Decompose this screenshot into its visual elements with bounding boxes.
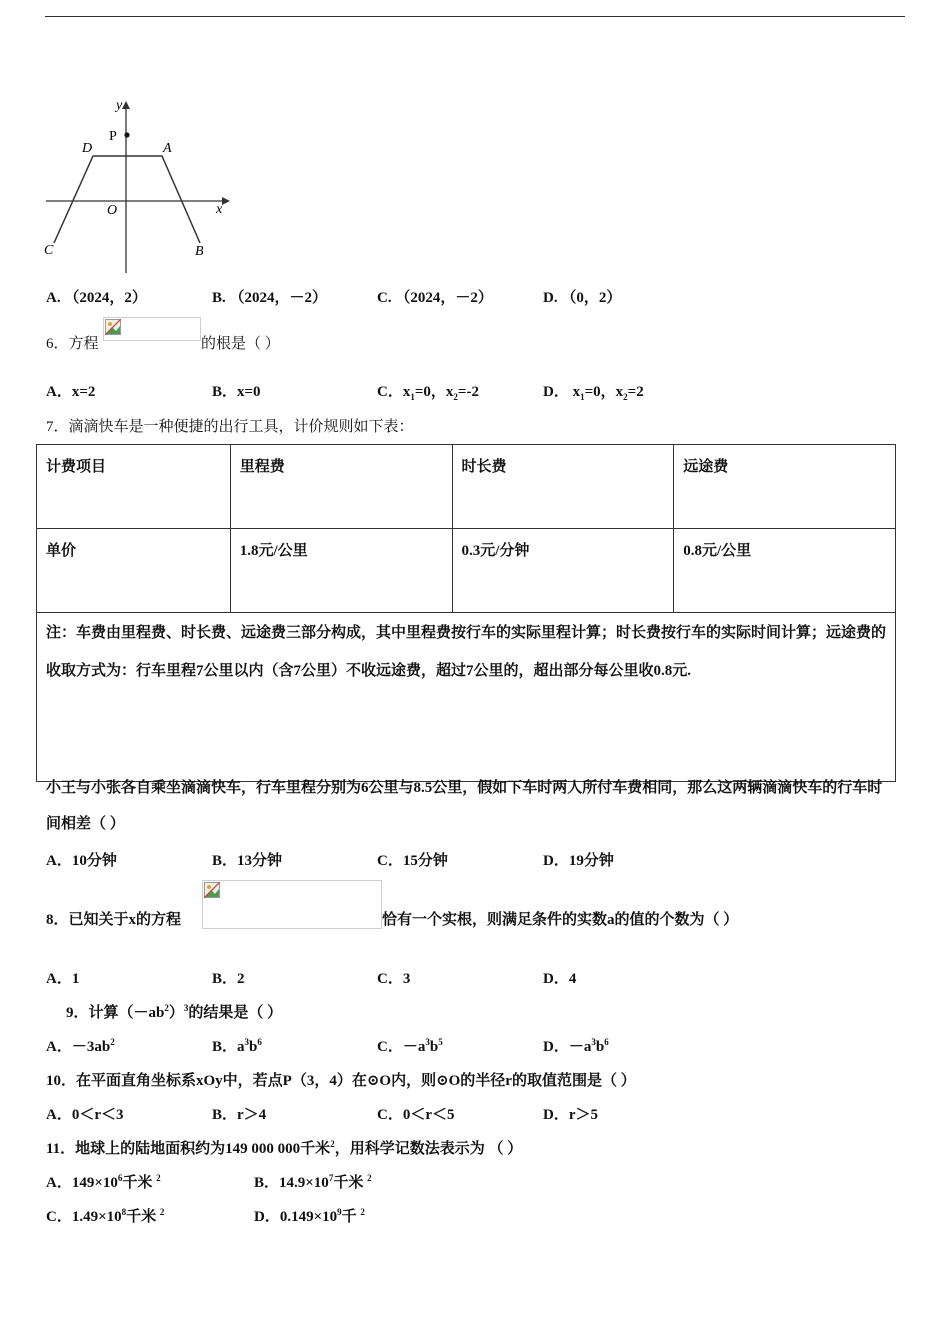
x-axis-arrow — [222, 197, 230, 205]
q6-equation-image — [103, 317, 201, 341]
q6-option-a: A．x=2 — [46, 384, 96, 400]
q10-option-a: A．0＜r＜3 — [46, 1107, 124, 1123]
origin-label: O — [107, 203, 118, 218]
table-cell-long-distance-price: 0.8元/公里 — [674, 529, 896, 613]
q9-option-c: C．$-a^3b^5$ — [377, 1037, 443, 1055]
table-header-mileage: 里程费 — [230, 445, 452, 529]
q5-option-d: D. （0，2） — [543, 290, 622, 306]
q11-option-c: C．$1.49\times 10^8$千米 $^2$ — [46, 1207, 165, 1225]
q10-option-b: B．r＞4 — [212, 1107, 267, 1123]
broken-image-icon — [204, 882, 220, 898]
q11-option-b: B．$14.9\times 10^7$千米 $^2$ — [254, 1173, 372, 1191]
q9-option-d: D．$-a^3b^6$ — [543, 1037, 609, 1055]
trapezoid-sides — [54, 156, 200, 243]
q5-option-c: C. （2024，－2） — [377, 290, 493, 306]
q8-equation-image — [202, 880, 382, 929]
table-cell-unit-price: 单价 — [37, 529, 231, 613]
table-header-item: 计费项目 — [37, 445, 231, 529]
q6-suffix: 的根是（ ） — [201, 336, 280, 352]
y-axis-label: y — [116, 98, 123, 113]
q9-option-b: B．$a^3b^6$ — [212, 1037, 262, 1055]
q7-option-a: A．10分钟 — [46, 853, 117, 869]
page-header-rule — [45, 16, 905, 17]
broken-image-icon — [105, 319, 121, 335]
q9-option-a: A．$-3ab^2$ — [46, 1037, 115, 1055]
x-axis-label: x — [216, 202, 223, 217]
table-header-long-distance: 远途费 — [674, 445, 896, 529]
table-note: 注：车费由里程费、时长费、远途费三部分构成，其中里程费按行车的实际里程计算；时长费按行车的实际时间计算；远途费的收取方式为：行车里程7公里以内（含7公里）不收远途费，超过7公里的，超出部分每公里收0.8元. — [37, 613, 896, 782]
point-p-dot — [124, 132, 129, 137]
q7-option-b: B．13分钟 — [212, 853, 283, 869]
q6-option-c: C．$x_1=0$，$x_2=-2$ — [377, 384, 479, 402]
q11-option-a: A．$149\times 10^6$千米 $^2$ — [46, 1173, 161, 1191]
q11-question: 11．地球上的陆地面积约为149 000 000千米$^2$，用科学记数法表示为 （ ） — [46, 1139, 523, 1157]
q7-option-c: C．15分钟 — [377, 853, 448, 869]
table-cell-mileage-price: 1.8元/公里 — [230, 529, 452, 613]
table-cell-duration-price: 0.3元/分钟 — [452, 529, 674, 613]
q11-option-d: D．$0.149\times 10^9$千 $^2$ — [254, 1207, 365, 1225]
q7-question: 小王与小张各自乘坐滴滴快车，行车里程分别为6公里与8.5公里，假如下车时两人所付车费相同，那么这两辆滴滴快车的行车时间相差（ ） — [46, 780, 883, 832]
q7-intro: 7．滴滴快车是一种便捷的出行工具，计价规则如下表： — [46, 419, 414, 435]
q5-option-a: A. （2024，2） — [46, 290, 147, 306]
q8-option-b: B．2 — [212, 971, 245, 987]
q8-option-c: C．3 — [377, 971, 411, 987]
vertex-a-label: A — [163, 141, 172, 156]
point-p-label: P — [109, 129, 117, 144]
trapezoid-figure — [40, 95, 230, 275]
vertex-d-label: D — [82, 141, 93, 156]
q10-option-c: C．0＜r＜5 — [377, 1107, 455, 1123]
q8-suffix: 恰有一个实根，则满足条件的实数a的值的个数为（ ） — [382, 912, 739, 928]
q10-question: 10．在平面直角坐标系xOy中，若点P（3，4）在⊙O内，则⊙O的半径r的取值范围是（ ） — [46, 1073, 636, 1089]
q10-option-d: D．r＞5 — [543, 1107, 598, 1123]
q6-prefix: 6．方程 — [46, 336, 99, 352]
q8-option-d: D．4 — [543, 971, 577, 987]
q9-question: 9．计算$(-ab^2)^3$的结果是（ ） — [66, 1003, 283, 1021]
fee-table — [36, 444, 896, 782]
table-header-duration: 时长费 — [452, 445, 674, 529]
q7-option-d: D．19分钟 — [543, 853, 614, 869]
vertex-b-label: B — [195, 244, 204, 259]
vertex-c-label: C — [44, 243, 54, 258]
q8-prefix: 8．已知关于x的方程 — [46, 912, 182, 928]
q8-option-a: A．1 — [46, 971, 80, 987]
q5-option-b: B. （2024，－2） — [212, 290, 328, 306]
q6-option-b: B．x=0 — [212, 384, 261, 400]
y-axis-arrow — [122, 101, 130, 109]
q6-option-d: D． $x_1=0$，$x_2=2$ — [543, 384, 644, 402]
